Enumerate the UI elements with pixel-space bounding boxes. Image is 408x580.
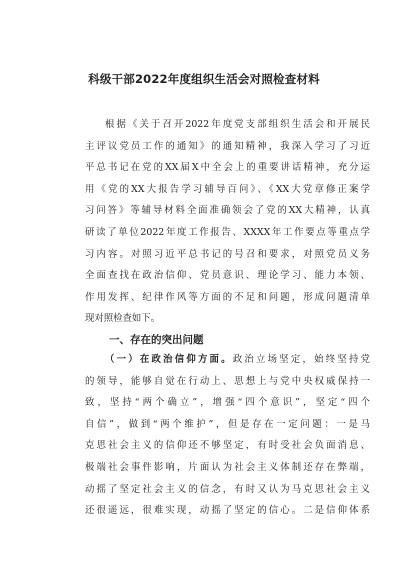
document-title: 科级干部2022年度组织生活会对照检查材料 xyxy=(88,72,320,86)
section-line: 极端社会事件影响，片面认为社会主义体制还存在弊端， xyxy=(85,461,370,473)
intro-line: 用《党的XX大报告学习辅导百问》、《XX大党章修正案学 xyxy=(85,183,370,195)
intro-line: 作用发挥、纪律作风等方面的不足和问题，形成问题清单 xyxy=(85,291,370,303)
intro-line: 现对照检查如下。 xyxy=(85,313,161,325)
section-line-text: 政治立场坚定，始终坚持党 xyxy=(232,354,370,365)
section-line: 克思社会主义的信仰还不够坚定，有时受社会负面消息、 xyxy=(85,440,370,452)
intro-line: 习问答》等辅导材料全面准确领会了党的XX大精神，认真 xyxy=(85,205,370,217)
section-paragraph xyxy=(85,349,370,522)
section-first-line xyxy=(85,349,370,371)
intro-line: 习内容。对照习近平总书记的号召和要求，对照党员义务 xyxy=(85,248,370,260)
intro-line: 全面查找在政治信仰、党员意识、理论学习、能力本领、 xyxy=(85,270,370,282)
section-line: 致，坚持“两个确立”，增强“四个意识”，坚定“四个 xyxy=(85,397,370,409)
intro-line: 根据《关于召开2022年度党支部组织生活会和开展民 xyxy=(105,119,370,130)
intro-line: 主评议党员工作的通知》的通知精神，我深入学习了习近 xyxy=(85,140,370,152)
section-line: 自信”，做到“两个维护”，但是存在一定问题：一是马 xyxy=(85,418,370,430)
section-heading: 一、存在的突出问题 xyxy=(109,334,204,346)
section-line: 还很遥远，很难实现，动摇了坚定的信心。二是信仰体系 xyxy=(85,505,370,517)
subsection-label: （一）在政治信仰方面。 xyxy=(105,354,233,365)
intro-paragraph xyxy=(85,114,370,330)
section-line: 动摇了坚定社会主义的信念，有时又认为马克思社会主义 xyxy=(85,483,370,495)
section-line: 的领导，能够自觉在行动上、思想上与党中央权威保持一 xyxy=(85,375,370,387)
intro-line: 研读了单位2022年度工作报告、XXXX年工作要点等重点学 xyxy=(85,226,370,238)
intro-line: 平总书记在党的XX届X中全会上的重要讲话精神，充分运 xyxy=(85,162,370,174)
